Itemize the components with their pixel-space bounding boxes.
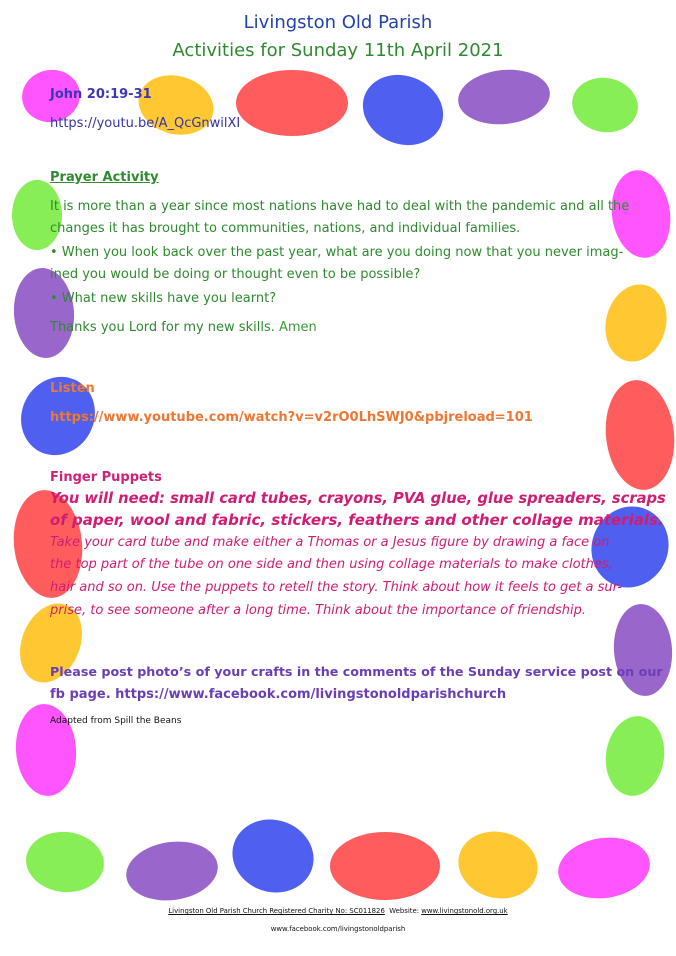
post-request-line: Please post photo’s of your crafts in the comments of the Sunday service post on our (50, 664, 663, 679)
jelly-bean (554, 832, 653, 904)
footer-facebook-link[interactable]: www.facebook.com/livingstonoldparish (270, 925, 406, 933)
website-label: Website: (384, 907, 422, 915)
finger-puppets-heading: Finger Puppets (50, 470, 162, 485)
jelly-bean (122, 836, 221, 906)
jelly-bean (223, 809, 323, 903)
jelly-bean (23, 828, 107, 896)
instructions-line: hair and so on. Use the puppets to retell the story. Think about how it feels to get a sur- (50, 580, 622, 595)
prayer-bullet-continued: ined you would be doing or thought even to be possible? (50, 267, 421, 282)
listen-heading: Listen (50, 381, 95, 396)
instructions-line: Take your card tube and make either a Thomas or a Jesus figure by drawing a face on (50, 535, 610, 550)
prayer-bullet: • When you look back over the past year, what are you doing now that you never imag- (50, 245, 624, 260)
charity-info: Livingston Old Parish Church Registered Charity No: SC011826 (168, 907, 385, 915)
reading-video-link[interactable]: https://youtu.be/A_QcGnwilXI (50, 116, 241, 131)
prayer-closing-text: Thanks you Lord for my new skills. (50, 320, 275, 335)
facebook-page-link[interactable]: fb page. https://www.facebook.com/livingstonoldparishchurch (50, 687, 507, 702)
instructions-line: prise, to see someone after a long time. Think about the importance of friendship. (50, 603, 586, 618)
jelly-bean (600, 377, 676, 494)
jelly-bean (611, 602, 675, 698)
amen-text: Amen (279, 320, 317, 335)
prayer-text-line: It is more than a year since most nations have had to deal with the pandemic and all the (50, 199, 630, 214)
page-title: Livingston Old Parish (243, 12, 433, 33)
jelly-bean (601, 712, 670, 799)
prayer-closing (50, 320, 317, 335)
prayer-heading: Prayer Activity (50, 170, 159, 185)
prayer-text-line: changes it has brought to communities, nations, and individual families. (50, 221, 521, 236)
jelly-bean (352, 63, 454, 157)
materials-line: of paper, wool and fabric, stickers, feathers and other collage materials. (50, 511, 664, 529)
page-subtitle: Activities for Sunday 11th April 2021 (172, 40, 504, 61)
instructions-line: the top part of the tube on one side and then using collage materials to make clothes, (50, 557, 613, 572)
listen-video-link[interactable]: https://www.youtube.com/watch?v=v2rO0LhSWJ0&pbjreload=101 (50, 410, 533, 425)
jelly-bean (568, 73, 642, 138)
materials-line: You will need: small card tubes, crayons, PVA glue, glue spreaders, scraps (50, 490, 666, 507)
footer-charity-line (0, 907, 676, 915)
prayer-bullet: • What new skills have you learnt? (50, 291, 277, 306)
jelly-bean (451, 823, 545, 906)
scripture-reference: John 20:19-31 (50, 87, 152, 102)
jelly-bean (12, 180, 62, 250)
jelly-bean (455, 65, 552, 128)
jelly-bean (597, 278, 674, 368)
jelly-bean (132, 67, 220, 143)
jelly-bean (236, 70, 348, 136)
website-link[interactable]: www.livingstonold.org.uk (421, 907, 508, 915)
credit-note: Adapted from Spill the Beans (50, 716, 182, 726)
jelly-bean (330, 832, 440, 900)
